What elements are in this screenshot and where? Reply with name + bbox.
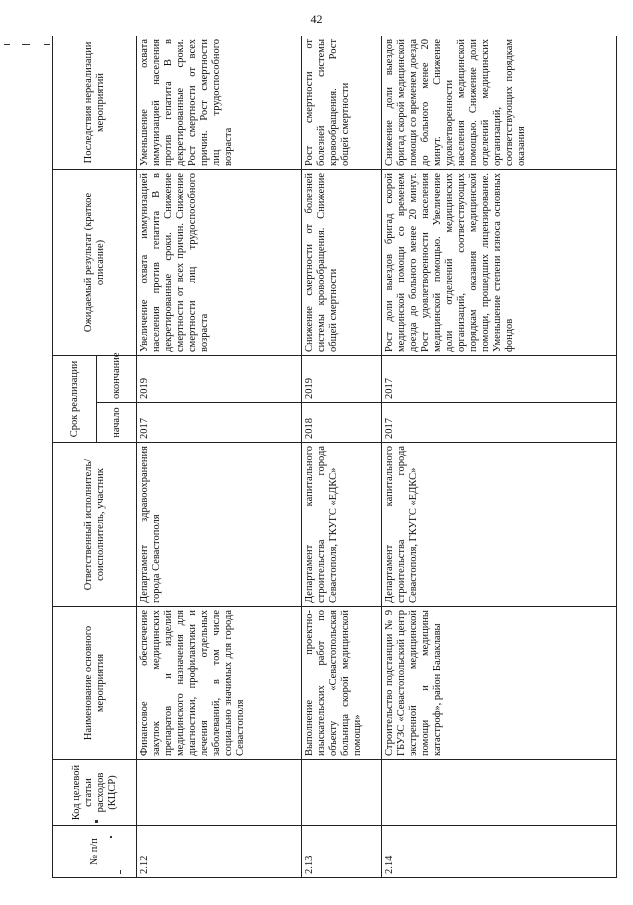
scan-mark (4, 44, 10, 45)
row-name: Строительство подстанции № 9 ГБУЗС «Севастопольский центр экстренной медицинской помощи и медицины катастроф», район Балаклавы (382, 607, 617, 760)
row-result: Снижение смертности от болезней системы кровообращения. Снижение общей смертности (302, 169, 382, 355)
row-executor: Департамент здравоохранения города Севастополя (137, 443, 302, 607)
row-end: 2017 (382, 355, 617, 402)
header-executor: Ответственный исполнитель/соисполнитель, участник (53, 443, 137, 607)
header-end: окончание (97, 355, 137, 402)
row-start: 2017 (137, 403, 302, 443)
header-num: № п/п (53, 826, 137, 878)
row-consequences: Снижение доли выездов бригад скорой медицинской помощи со временем доезда до больного менее 20 минут. Снижение удовлетворенности населения медицинской помощью. Снижение доли отделений медицинских организаций, соответствующих порядкам оказания (382, 36, 617, 169)
row-start: 2018 (302, 403, 382, 443)
header-term: Срок реализации (53, 355, 97, 442)
row-num: 2.14 (382, 826, 617, 878)
scan-mark (22, 44, 30, 45)
row-kcsr (302, 760, 382, 826)
row-kcsr (137, 760, 302, 826)
row-num: 2.13 (302, 826, 382, 878)
page-number: 42 (310, 12, 323, 26)
header-result: Ожидаемый результат (краткое описание) (53, 169, 137, 355)
row-consequences: Рост смертности от болезней системы кровообращения. Рост общей смертности (302, 36, 382, 169)
row-name: Выполнение проектно-изыскательских работ по объекту «Севастопольская больница скорой медицинской помощи» (302, 607, 382, 760)
row-consequences: Уменьшение охвата иммунизацией населения против гепатита В в декретированные сроки. Рост смертности от всех причин. Рост смертности лиц трудоспособного возраста (137, 36, 302, 169)
row-num: 2.12 (137, 826, 302, 878)
row-kcsr (382, 760, 617, 826)
scan-mark (44, 44, 50, 45)
measures-table (52, 36, 617, 878)
header-start: начало (97, 403, 137, 443)
row-result: Увеличение охвата иммунизацией населения против гепатита В в декретированные сроки. Снижение смертности от всех причин. Снижение смертности лиц трудоспособного возраста (137, 169, 302, 355)
table-row (302, 36, 382, 878)
table-row (382, 36, 617, 878)
header-consequences: Последствия нереализации мероприятий (53, 36, 137, 169)
row-result: Рост доли выездов бригад скорой медицинской помощи со временем доезда до больного менее 20 минут. Рост удовлетворенности населения медицинской помощью. Увеличение доли отделений медицинских организаций, соответствующих порядкам оказания медицинской помощи, прошедших лицензирование. Уменьшение степени износа основных фондов (382, 169, 617, 355)
header-kcsr: Код целевой статьи расходов (КЦСР) (53, 760, 137, 826)
row-end: 2019 (137, 355, 302, 402)
table-container (52, 36, 617, 878)
table-row (137, 36, 302, 878)
header-name: Наименование основного мероприятия (53, 607, 137, 760)
row-executor: Департамент капитального строительства города Севастополя, ГКУГС «ЕДКС» (302, 443, 382, 607)
row-start: 2017 (382, 403, 617, 443)
row-end: 2019 (302, 355, 382, 402)
row-name: Финансовое обеспечение закупок медицинских препаратов и изделий медицинского назначения для диагностики, профилактики и лечения отдельных заболеваний, в том числе социально значимых для города Севастополя (137, 607, 302, 760)
rotated-table-frame (52, 36, 617, 878)
row-executor: Департамент капитального строительства города Севастополя, ГКУГС «ЕДКС» (382, 443, 617, 607)
